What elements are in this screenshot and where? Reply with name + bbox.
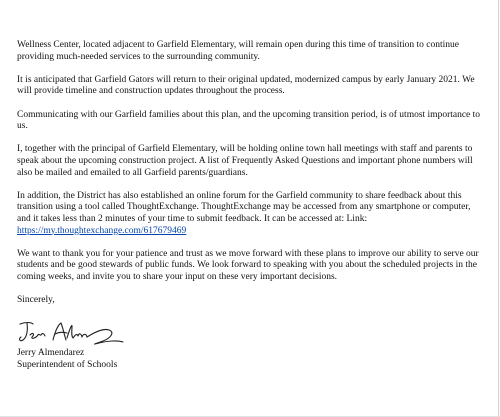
handwritten-signature	[17, 318, 127, 348]
salutation: Sincerely,	[17, 295, 55, 306]
paragraph-wellness-center: Wellness Center, located adjacent to Garfield Elementary, will remain open during this time of transition to continue providing much-needed services to the surrounding community.	[17, 40, 459, 62]
signer-title: Superintendent of Schools	[17, 359, 118, 370]
page-edge-right	[498, 0, 499, 417]
paragraph-communication: Communicating with our Garfield families about this plan, and the upcoming transition period, is of utmost importance to us.	[17, 109, 481, 132]
signer-name: Jerry Almendarez	[17, 348, 85, 359]
paragraph-return-date: It is anticipated that Garfield Gators will return to their original updated, modernized campus by early January 2021. We will provide timeline and construction updates throughout the process.	[17, 74, 475, 97]
paragraph-town-hall: I, together with the principal of Garfield Elementary, will be holding online town hall meetings with staff and parents to speak about the upcoming construction project. A list of Frequently Asked Questions and important phone numbers will also be mailed and emailed to all Garfield parents/guardians.	[17, 144, 473, 178]
thoughtexchange-link[interactable]: https://my.thoughtexchange.com/617679469	[17, 225, 187, 236]
paragraph-closing: We want to thank you for your patience and trust as we move forward with these plans to improve our ability to serve our students and be good stewards of public funds. We look forward to speaking with you about the scheduled projects in the coming weeks, and invite you to share your input on these very important decisions.	[17, 248, 479, 282]
paragraph-forum	[17, 191, 484, 237]
forum-text: In addition, the District has also established an online forum for the Garfield community to share feedback about this transition using a tool called ThoughtExchange. ThoughtExchange may be accessed from any smartphone or computer, and it takes less than 2 minutes of your time to submit feedback. It can be accessed at: Link:	[17, 190, 471, 224]
signature-label: Jerry Almendarez	[17, 318, 25, 320]
